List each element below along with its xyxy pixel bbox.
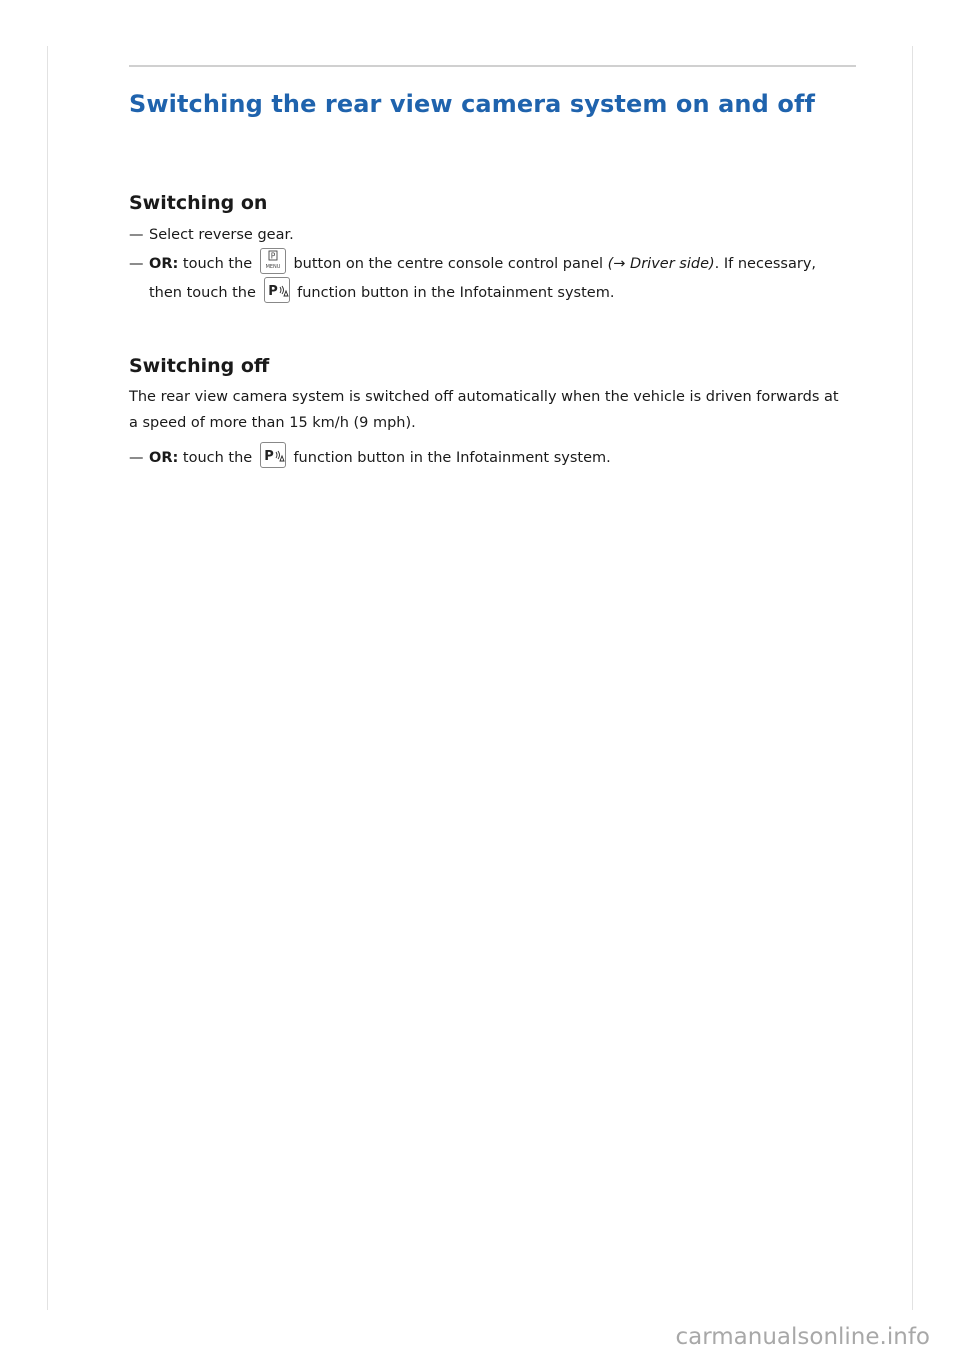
dash-bullet: —: [129, 227, 144, 243]
step-text: then touch the: [149, 285, 256, 301]
function-icon-letter: P: [264, 449, 274, 464]
dash-bullet: —: [129, 450, 144, 466]
menu-icon-caption: MENU: [265, 264, 281, 270]
or-label: OR:: [149, 256, 179, 272]
paragraph-line-1: The rear view camera system is switched off automatically when the vehicle is driven forwards at: [129, 389, 839, 405]
function-icon-letter: P: [267, 284, 278, 299]
cross-reference-link[interactable]: (→ Driver side): [607, 256, 715, 272]
park-assist-function-icon: [264, 277, 290, 303]
or-label: OR:: [149, 450, 179, 466]
dash-bullet: —: [129, 256, 144, 272]
park-assist-function-icon: [260, 442, 286, 468]
step-text: touch the: [182, 256, 253, 272]
step-text: Select reverse gear.: [149, 227, 294, 243]
step-text: function button in the Infotainment system.: [293, 450, 611, 466]
step-text: . If necessary,: [714, 256, 817, 272]
parking-menu-button-icon: [260, 248, 286, 274]
step-select-reverse: [129, 225, 294, 245]
step-or-menu-button: [129, 251, 817, 274]
step-continuation: [149, 283, 614, 303]
step-text: function button in the Infotainment system.: [297, 285, 615, 301]
step-text: touch the: [182, 450, 253, 466]
step-or-function-button: [129, 448, 611, 468]
left-margin-line: [47, 46, 48, 1310]
paragraph-line-2: a speed of more than 15 km/h (9 mph).: [129, 415, 416, 431]
heading-switching-on: Switching on: [129, 192, 268, 214]
menu-icon-letter: P: [270, 251, 276, 261]
page-title: Switching the rear view camera system on and off: [129, 90, 816, 118]
top-divider: [129, 65, 856, 67]
heading-switching-off: Switching off: [129, 355, 270, 377]
right-margin-line: [912, 46, 913, 1310]
watermark: carmanualsonline.info: [675, 1324, 930, 1350]
step-text: button on the centre console control panel: [293, 256, 604, 272]
